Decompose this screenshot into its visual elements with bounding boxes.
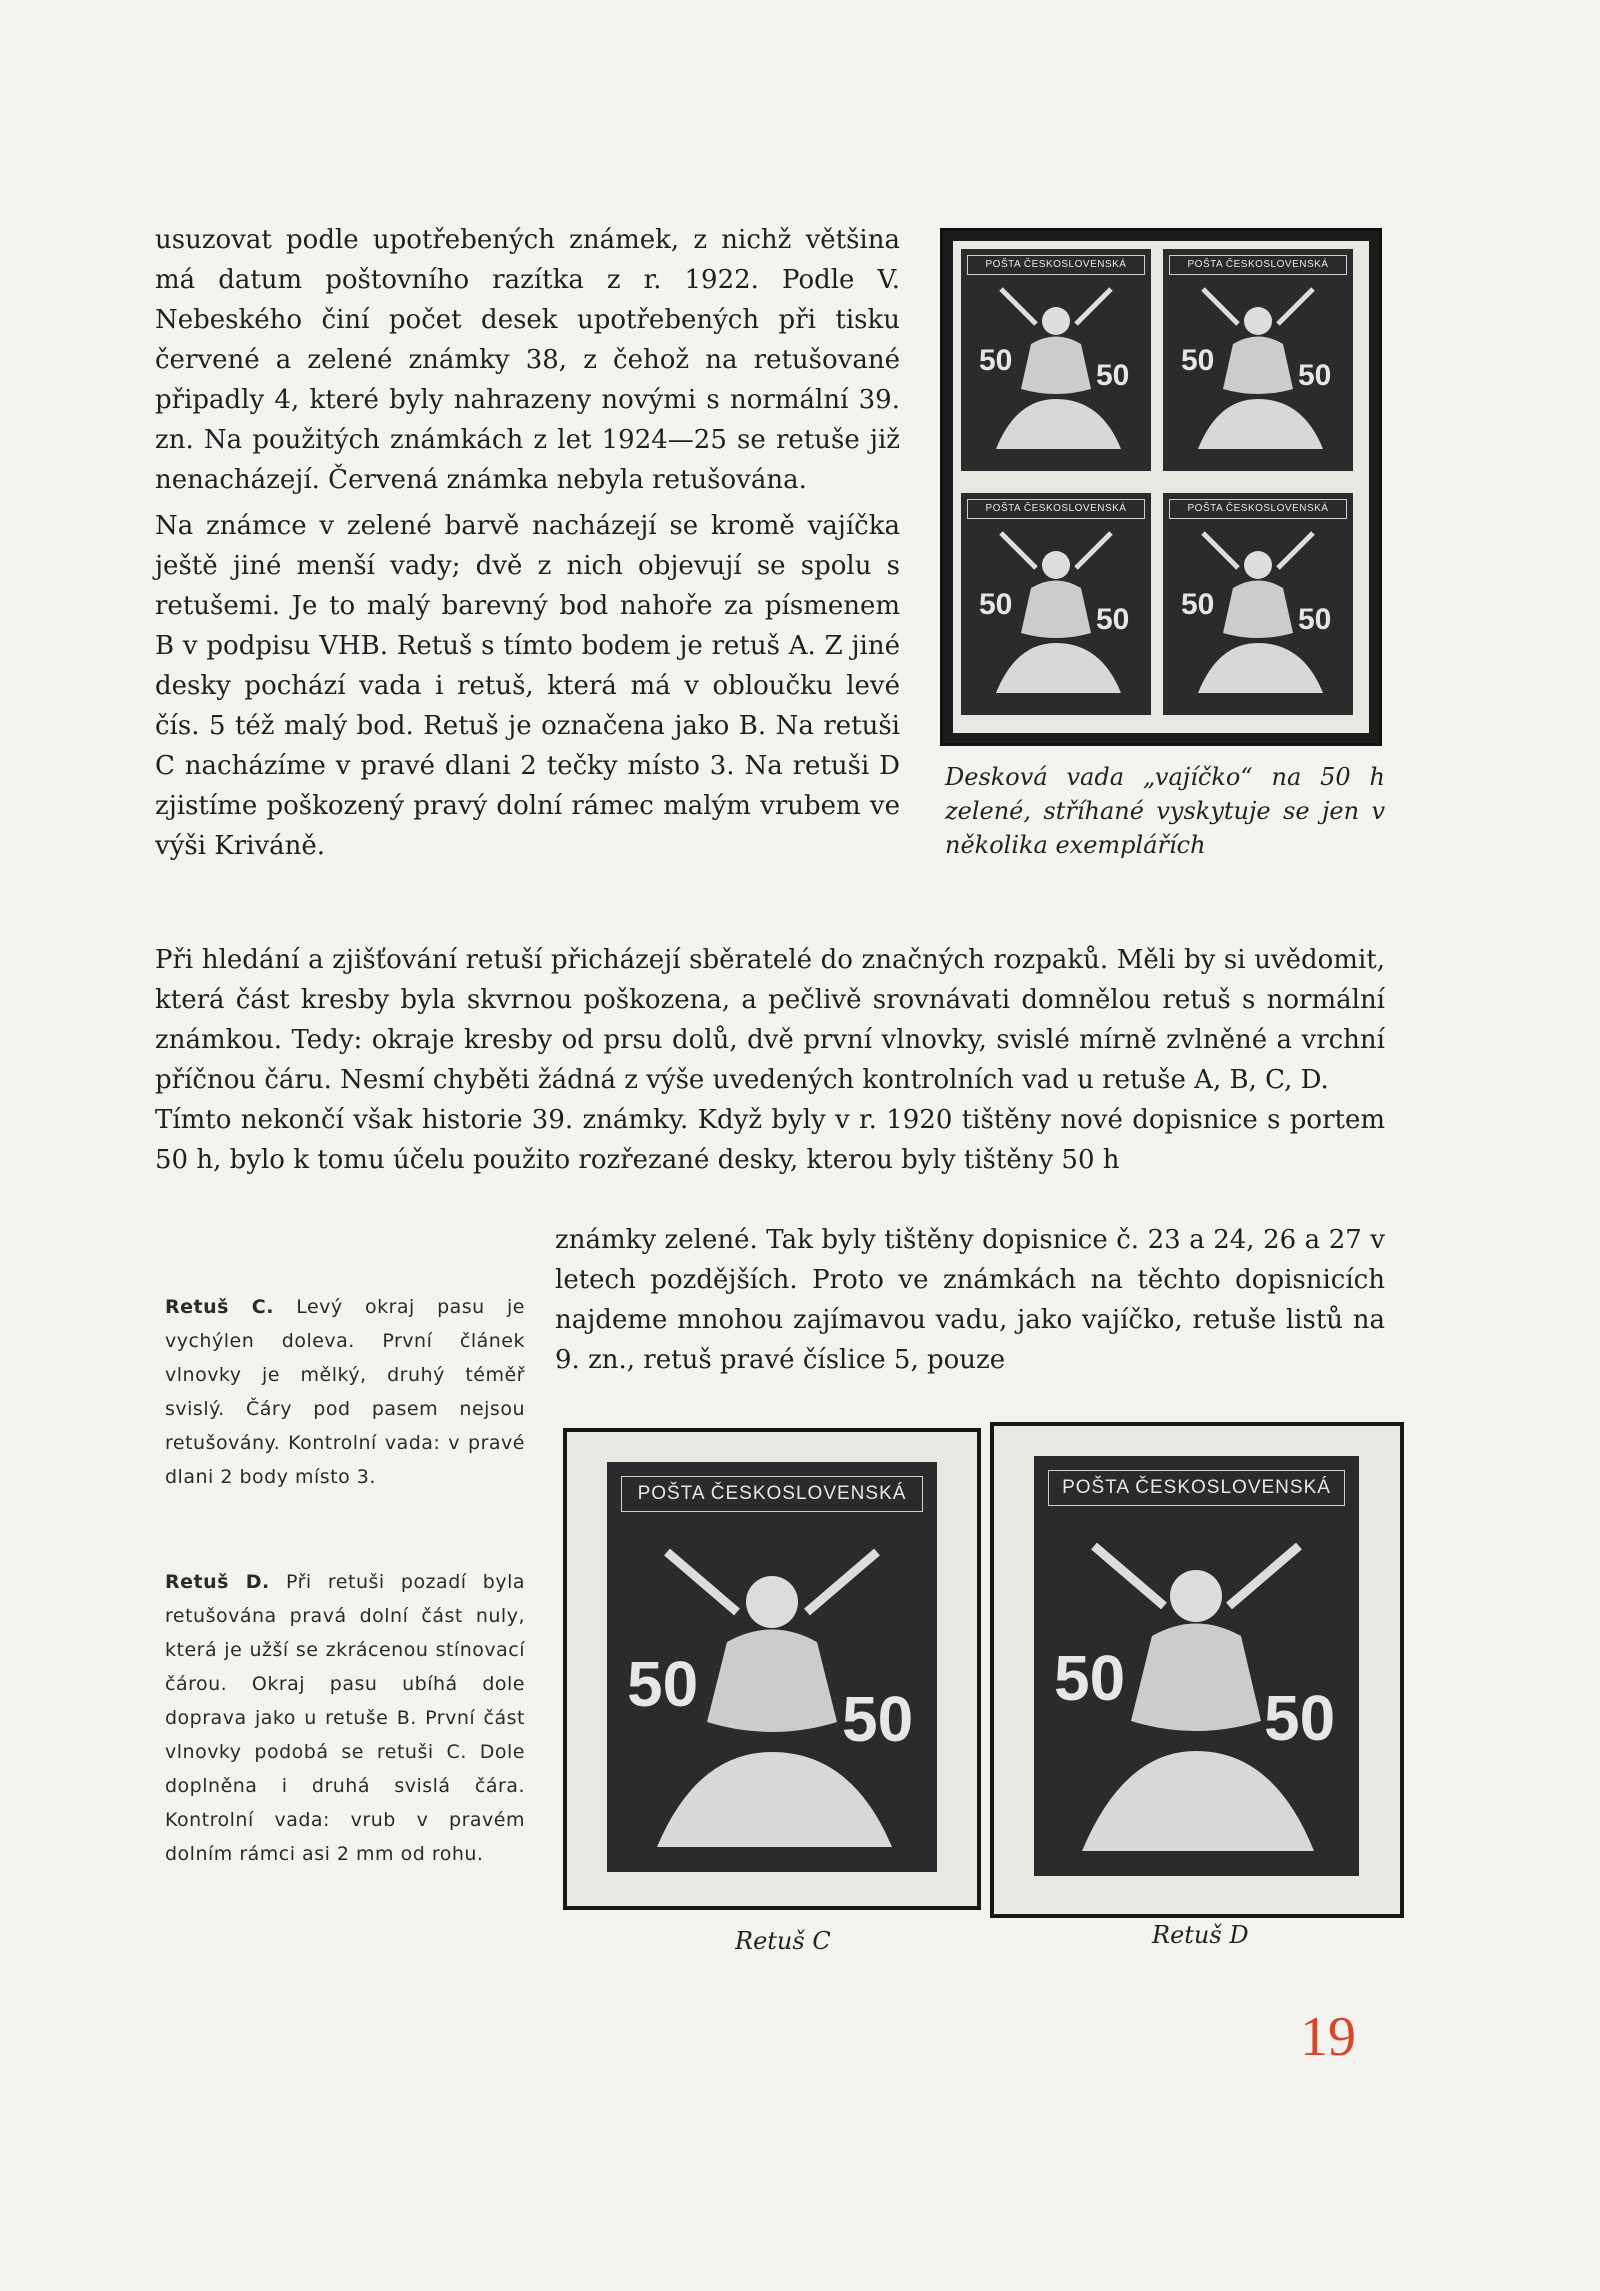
text-column-top bbox=[155, 220, 900, 866]
stamp-header: POŠTA ČESKOSLOVENSKÁ bbox=[967, 255, 1145, 275]
text-column-right: známky zelené. Tak byly tištěny dopisnice č. 23 a 24, 26 a 27 v letech pozdějších. Proto ve známkách na těchto dopisnicích najdeme mnohou zajímavou vadu, jako vajíčko, retuše listů na 9. zn., retuš pravé číslice 5, pouze bbox=[555, 1225, 1385, 1375]
value-right: 50 bbox=[842, 1683, 914, 1755]
value-left: 50 bbox=[627, 1648, 699, 1720]
value-left: 50 bbox=[979, 588, 1013, 621]
paragraph: usuzovat podle upotřebených známek, z nichž většina má datum poštovního razítka z r. 1922. Podle V. Nebeského činí počet desek upotřebených při tisku červené a zelené známky 38, z čehož na retušované připadly 4, které byly nahrazeny novými s normální 39. zn. Na použitých známkách z let 1924—25 se retuše již nenacházejí. Červená známka nebyla retušována. bbox=[155, 225, 900, 495]
paragraph: Při hledání a zjišťování retuší přicházejí sběratelé do značných rozpaků. Měli by si uvědomit, která část kresby byla skvrnou poškozena, a pečlivě srovnávati domnělou retuš s normální známkou. Tedy: okraje kresby od prsu dolů, dvě první vlnovky, svislé mírně zvlněné a vrchní příčnou čáru. Nesmí chyběti žádná z výše uvedených kontrolních vad u retuše A, B, C, D. bbox=[155, 945, 1385, 1095]
value-left: 50 bbox=[1054, 1642, 1126, 1714]
value-left: 50 bbox=[1181, 344, 1215, 377]
stamp bbox=[961, 249, 1151, 471]
side-note-text: Při retuši pozadí byla retušována pravá dolní část nuly, která je užší se zkrácenou stínovací čárou. Okraj pasu ubíhá dole doprava jako u retuše B. První část vlnovky podobá se retuši C. Dole doplněna i druhá svislá čára. Kontrolní vada: vrub v pravém dolním rámci asi 2 mm od rohu. bbox=[165, 1571, 525, 1865]
caption-retus-d: Retuš D bbox=[1152, 1921, 1249, 1949]
side-note-label: Retuš C. bbox=[165, 1296, 274, 1318]
side-note-text: Levý okraj pasu je vychýlen doleva. První článek vlnovky je mělký, druhý téměř svislý. Čáry pod pasem nejsou retušovány. Kontrolní vada: v pravé dlani 2 body místo 3. bbox=[165, 1296, 525, 1488]
value-right: 50 bbox=[1298, 603, 1332, 636]
stamp bbox=[1163, 493, 1353, 715]
stamp bbox=[1163, 249, 1353, 471]
side-note-label: Retuš D. bbox=[165, 1571, 270, 1593]
value-right: 50 bbox=[1096, 359, 1130, 392]
stamp-header: POŠTA ČESKOSLOVENSKÁ bbox=[621, 1476, 923, 1512]
stamp bbox=[607, 1462, 937, 1872]
paragraph: Na známce v zelené barvě nacházejí se kromě vajíčka ještě jiné menší vady; dvě z nich objevují se spolu s retušemi. Je to malý barevný bod nahoře za písmenem B v podpisu VHB. Retuš s tímto bodem je retuš A. Z jiné desky pochází vada i retuš, která má v obloučku levé čís. 5 též malý bod. Retuš je označena jako B. Na retuši C nacházíme v pravé dlani 2 tečky místo 3. Na retuši D zjistíme poškozený pravý dolní rámec malým vrubem ve výši Kriváně. bbox=[155, 511, 900, 861]
stamp-header: POŠTA ČESKOSLOVENSKÁ bbox=[1169, 255, 1347, 275]
block-caption: Desková vada „vajíčko“ na 50 h zelené, stříhané vyskytuje se jen v několika exemplářích bbox=[945, 763, 1385, 859]
stamp bbox=[1034, 1456, 1359, 1876]
stamp-header: POŠTA ČESKOSLOVENSKÁ bbox=[967, 499, 1145, 519]
stamp-block-image bbox=[940, 228, 1382, 746]
value-right: 50 bbox=[1298, 359, 1332, 392]
stamp bbox=[961, 493, 1151, 715]
text-column-full bbox=[155, 940, 1385, 1180]
stamp-header: POŠTA ČESKOSLOVENSKÁ bbox=[1169, 499, 1347, 519]
page-number: 19 bbox=[1300, 2006, 1356, 2068]
side-note-retus-c bbox=[165, 1290, 525, 1494]
value-right: 50 bbox=[1096, 603, 1130, 636]
caption-retus-c: Retuš C bbox=[735, 1927, 831, 1955]
value-right: 50 bbox=[1264, 1682, 1336, 1754]
paragraph: Tímto nekončí však historie 39. známky. Když byly v r. 1920 tištěny nové dopisnice s portem 50 h, bylo k tomu účelu použito rozřezané desky, kterou byly tištěny 50 h bbox=[155, 1105, 1385, 1175]
value-left: 50 bbox=[1181, 588, 1215, 621]
stamp-retus-c-image bbox=[563, 1428, 981, 1910]
stamp-header: POŠTA ČESKOSLOVENSKÁ bbox=[1048, 1470, 1345, 1506]
side-note-retus-d bbox=[165, 1565, 525, 1871]
stamp-retus-d-image bbox=[990, 1422, 1404, 1918]
value-left: 50 bbox=[979, 344, 1013, 377]
